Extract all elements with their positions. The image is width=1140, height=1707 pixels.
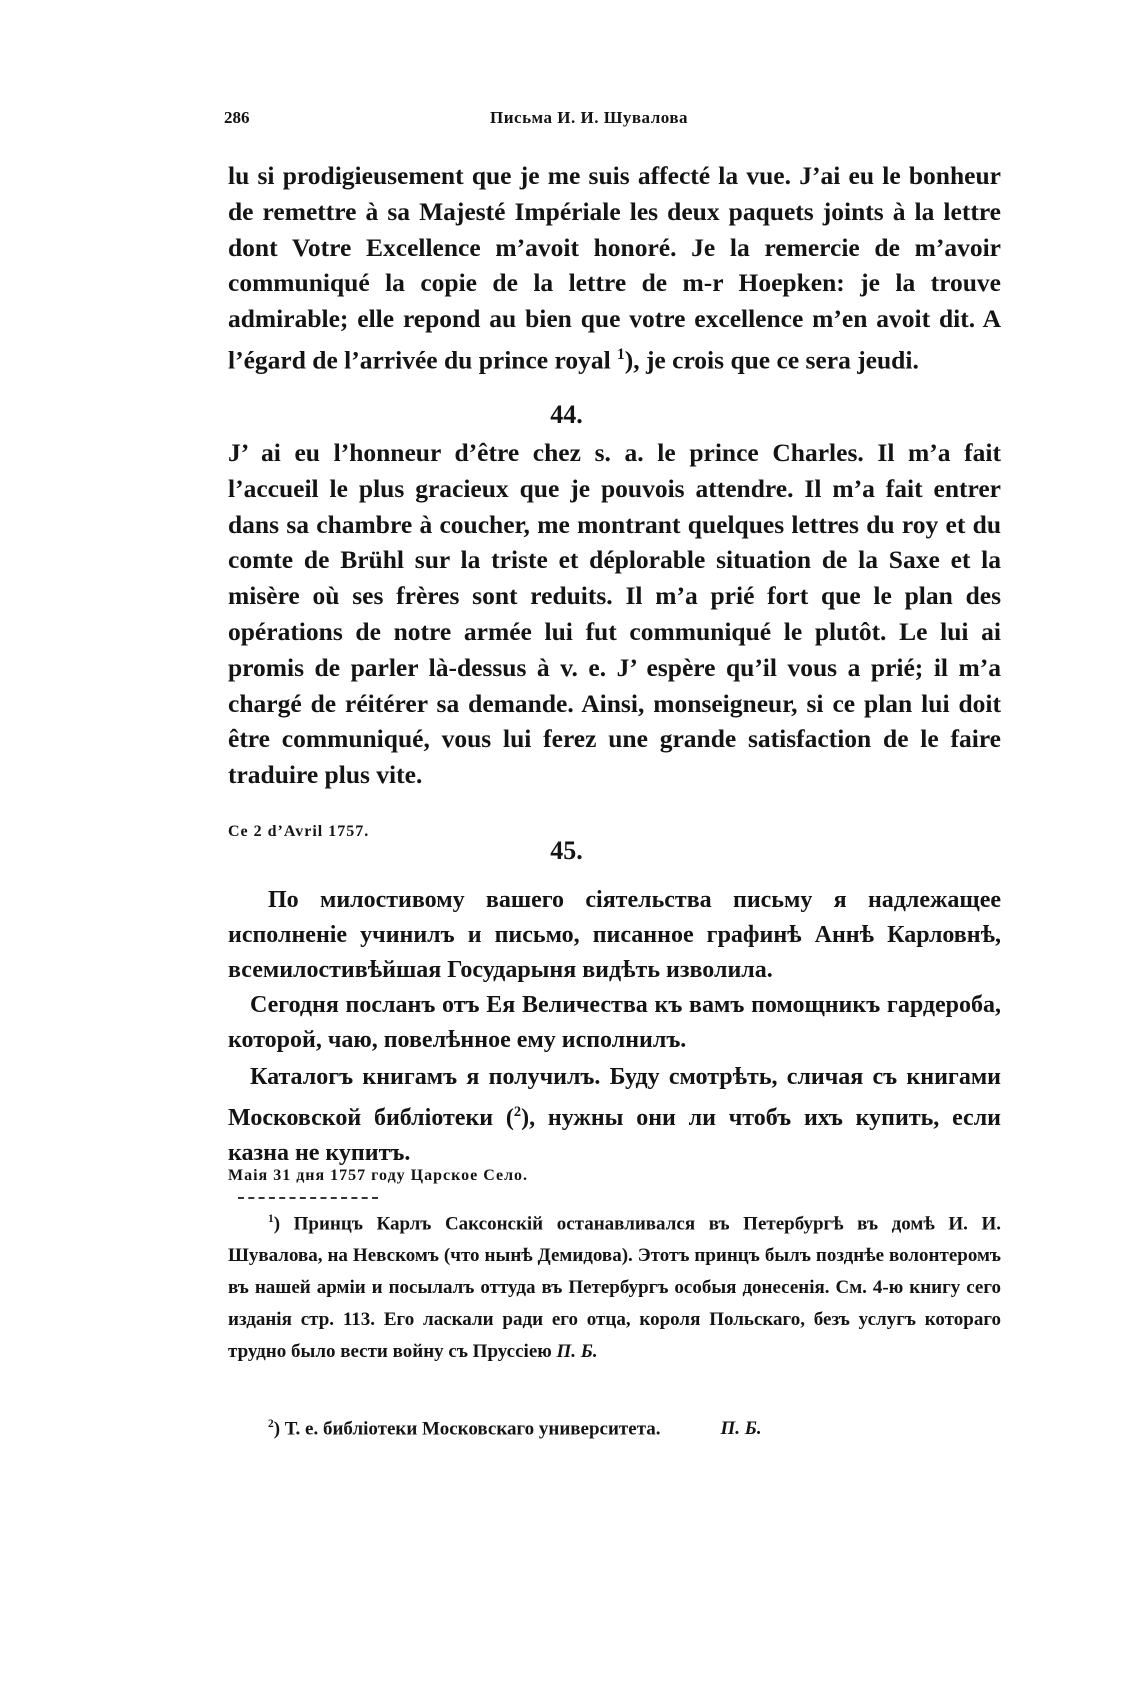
footnote-2-text: ) Т. е. библіотеки Московскаго университета. (273, 1418, 661, 1440)
footnote-ref-1[interactable]: 1 (617, 345, 625, 363)
footnote-2 (228, 1408, 1001, 1445)
footnote-divider (238, 1197, 378, 1199)
footnote-1 (228, 1203, 1001, 1368)
footnote-2-signature: П. Б. (720, 1418, 762, 1440)
letter-44-text: J’ ai eu l’honneur d’être chez s. a. le prince Charles. Il m’a fait l’accueil le plus gracieux que je pouvois attendre. Il m’a fait entrer dans sa chambre à coucher, me montrant quelques lettres du roy et du comte de Brühl sur la triste et déplorable situation de la Saxe et la misère où ses frères sont reduits. Il m’a prié fort que le plan des opérations de notre armée lui fut communiqué le plutôt. Le lui ai promis de parler là-dessus à v. e. J’ espère qu’il vous a prié; il m’a chargé de réitérer sa demande. Ainsi, monseigneur, si ce plan lui doit être communiqué, vous lui ferez une grande satisfaction de le faire traduire plus vite. (228, 438, 1001, 790)
letter-45-paragraph-3 (228, 1060, 1001, 1171)
footnote-ref-2[interactable]: 2 (513, 1104, 522, 1120)
footnote-1-marker: 1 (268, 1213, 274, 1225)
letter-45-paragraph-3-text: Каталогъ книгамъ я получилъ. Буду смотрѣть, сличая съ книгами Московской библіотеки ( (228, 1064, 1001, 1131)
letter-45-number: 45. (550, 836, 583, 865)
letter-45-date: Маія 31 дня 1757 году Царское Село. (228, 1167, 529, 1184)
letter-45-paragraph-1: По милостивому вашего сіятельства письму я надлежащее исполненіе учинилъ и письмо, писанное графинѣ Аннѣ Карловнѣ, всемилостивѣйшая Государыня видѣть изволила. (228, 887, 1001, 983)
letter-43-continuation (228, 158, 1001, 378)
letter-43-text: lu si prodigieusement que je me suis affecté la vue. J’ai eu le bonheur de remettre à sa Majesté Impériale les deux paquets joints à la lettre dont Votre Excellence m’avoit honoré. Je la remercie de m’avoir communiqué la copie de la lettre de m-r Hoepken: je la trouve admirable; elle repond au bien que votre excellence m’en avoit dit. A l’égard de l’arrivée du prince royal (228, 161, 1001, 375)
running-title: Письма И. И. Шувалова (490, 108, 689, 127)
letter-44-number: 44. (550, 400, 583, 429)
letter-45-paragraph-3-text-end: ), нужны они ли чтобъ ихъ купить, если казна не купитъ. (228, 1105, 1001, 1166)
page-number: 286 (224, 108, 250, 127)
letter-43-text-end: ), je crois que ce sera jeudi. (624, 345, 919, 375)
letter-45-paragraph-2: Сегодня посланъ отъ Ея Величества къ вамъ помощникъ гардероба, которой, чаю, повелѣнное ему исполнилъ. (228, 992, 1001, 1053)
letter-44-date: Ce 2 d’Avril 1757. (228, 823, 370, 840)
footnote-2-marker: 2 (268, 1418, 274, 1430)
footnote-1-text: ) Принцъ Карлъ Саксонскій останавливался въ Петербургѣ въ домѣ И. И. Шувалова, на Невскомъ (что нынѣ Демидова). Этотъ принцъ былъ позднѣе волонтеромъ въ нашей арміи и посылалъ оттуда въ Петербургъ особыя донесенія. См. 4-ю книгу сего изданія стр. 113. Его ласкали ради его отца, короля Польскаго, безъ услугъ котораго трудно было вести войну съ Пруссіею (228, 1213, 1001, 1363)
footnote-1-signature: П. Б. (556, 1341, 598, 1363)
